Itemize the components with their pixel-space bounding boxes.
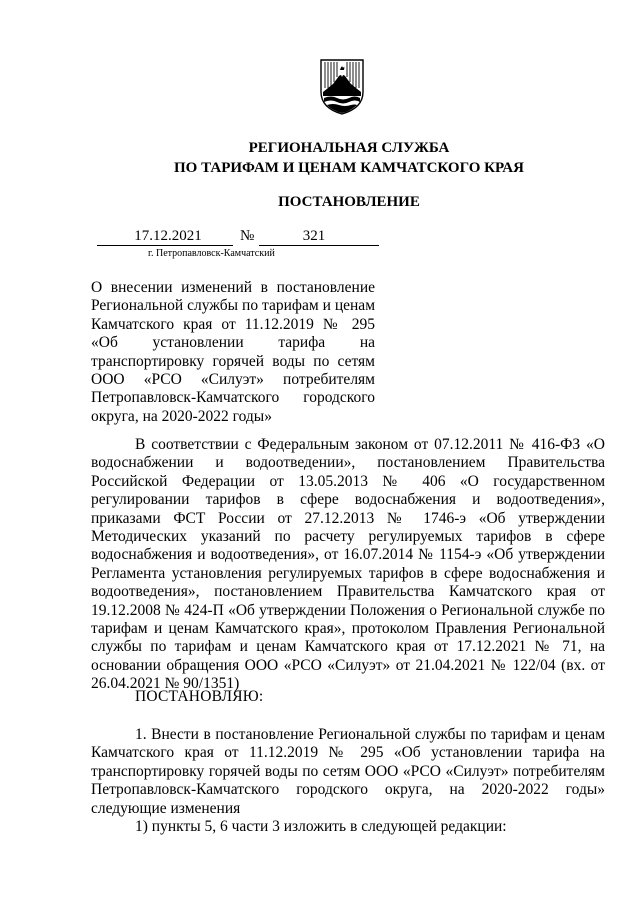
kamchatka-coat-of-arms-icon xyxy=(319,58,365,116)
paragraph-item-1: 1. Внести в постановление Региональной службы по тарифам и ценам Камчатского края от 11.12.2019 № 295 «Об установлении тарифа на транспортировку горячей воды по сетям ООО «РСО «Силуэт» потребителям Петропавловск-Камчатского городского округа, на 2020-2022 годы» следующие изменения xyxy=(91,726,605,817)
organization-title-line-2: ПО ТАРИФАМ И ЦЕНАМ КАМЧАТСКОГО КРАЯ xyxy=(174,160,524,176)
number-sign: № xyxy=(240,228,255,244)
document-type-title: ПОСТАНОВЛЕНИЕ xyxy=(278,194,420,210)
document-number: 321 xyxy=(259,228,379,246)
document-date: 17.12.2021 xyxy=(97,228,233,246)
resolution-heading: ПОСТАНОВЛЯЮ: xyxy=(135,688,264,705)
city-of-issue: г. Петропавловск-Камчатский xyxy=(148,248,275,259)
document-subject: О внесении изменений в постановление Региональной службы по тарифам и ценам Камчатского края от 11.12.2019 № 295 «Об установлении тарифа на транспортировку горячей воды по сетям ООО «РСО «Силуэт» потребителям Петропавловск-Камчатского городского округа, на 2020-2022 годы» xyxy=(91,279,375,425)
organization-title xyxy=(0,138,640,178)
organization-title-line-1: РЕГИОНАЛЬНАЯ СЛУЖБА xyxy=(248,140,450,156)
paragraph-item-1-sub-1: 1) пункты 5, 6 части 3 изложить в следующей редакции: xyxy=(135,818,507,835)
preamble-paragraph: В соответствии с Федеральным законом от 07.12.2011 № 416-ФЗ «О водоснабжении и водоотведении», постановлением Правительства Российской Федерации от 13.05.2013 № 406 «О государственном регулировании тарифов в сфере водоснабжения и водоотведения», приказами ФСТ России от 27.12.2013 № 1746-э «Об утверждении Методических указаний по расчету регулируемых тарифов в сфере водоснабжения и водоотведения», от 16.07.2014 № 1154-э «Об утверждении Регламента установления регулируемых тарифов в сфере водоснабжения и водоотведения», постановлением Правительства Камчатского края от 19.12.2008 № 424-П «Об утверждении Положения о Региональной службе по тарифам и ценам Камчатского края», протоколом Правления Региональной службы по тарифам и ценам Камчатского края от 17.12.2021 № 71, на основании обращения ООО «РСО «Силуэт» от 21.04.2021 № 122/04 (вх. от 26.04.2021 № 90/1351) xyxy=(91,436,605,693)
